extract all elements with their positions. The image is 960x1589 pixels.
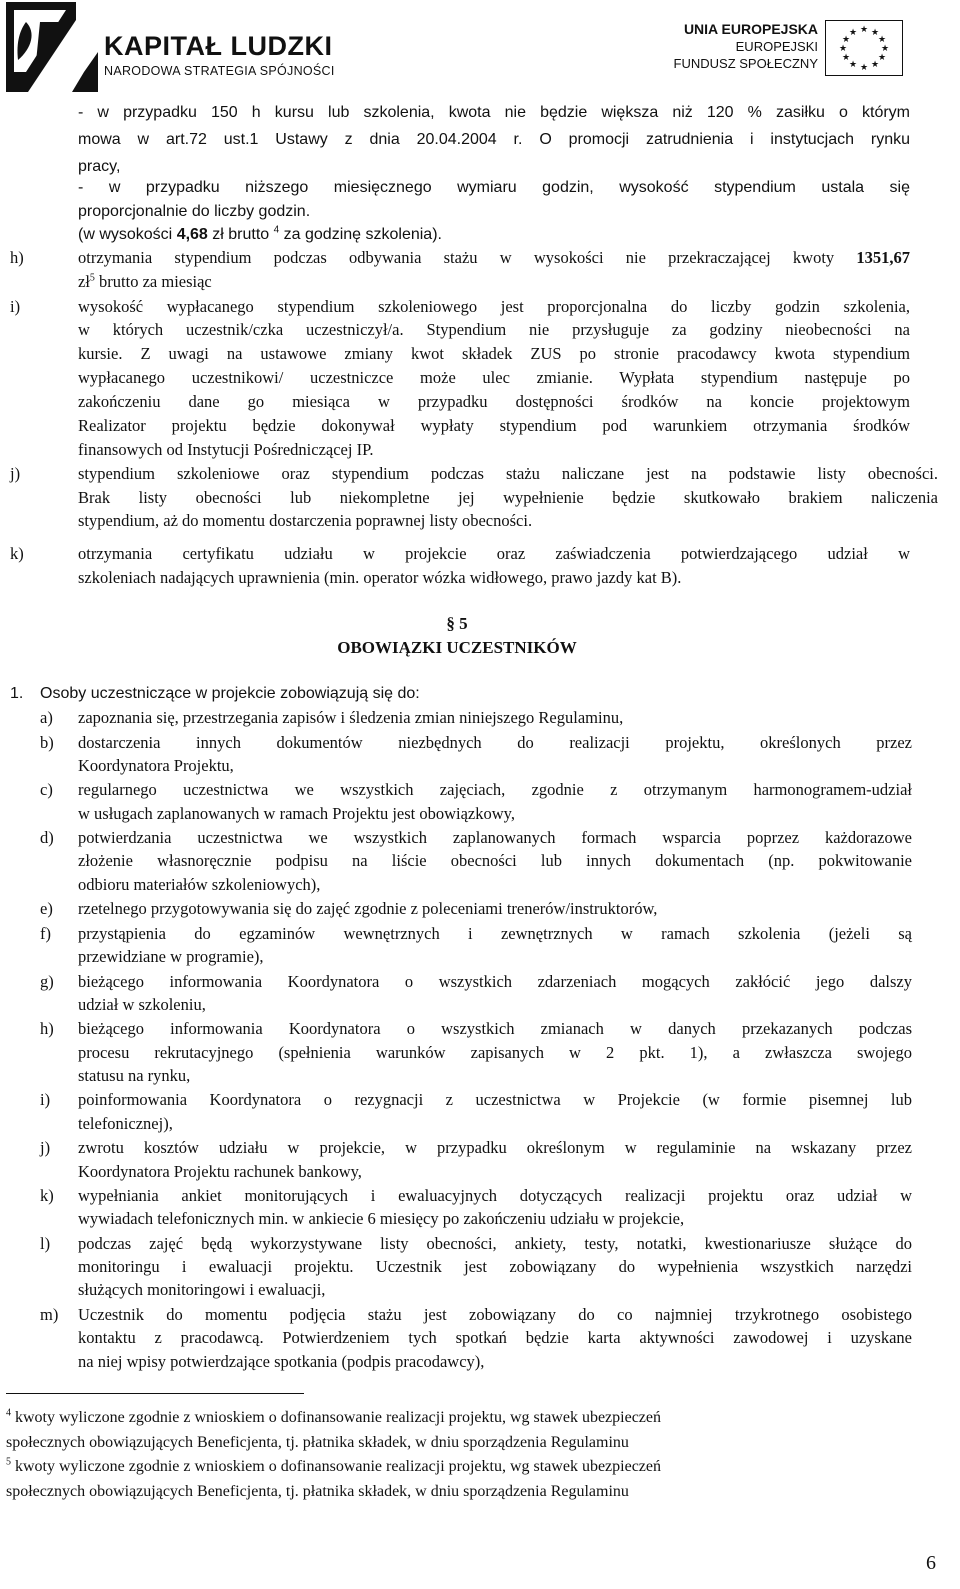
item-i-line: Realizator projektu będzie dokonywał wypłaty stypendium pod warunkiem otrzymania środków	[78, 416, 910, 435]
svg-text:★: ★	[841, 53, 851, 63]
duty-item-line: telefonicznej),	[78, 1113, 173, 1133]
item-j-line: stypendium, aż do momentu dostarczenia poprawnej listy obecności.	[78, 511, 533, 530]
duty-item-label: e)	[40, 899, 53, 919]
item-j-line: stypendium szkoleniowe oraz stypendium podczas stażu naliczane jest na podstawie listy obecności.	[78, 464, 938, 483]
svg-text:★: ★	[859, 63, 869, 73]
duty-item-label: c)	[40, 780, 53, 800]
item-i-line: finansowych od Instytucji Pośredniczącej IP.	[78, 440, 374, 459]
duty-item-label: g)	[40, 971, 54, 991]
top-line-3: pracy,	[78, 158, 121, 175]
item-i-label: i)	[10, 297, 21, 316]
duty-item-line: statusu na rynku,	[78, 1065, 191, 1085]
duty-item-line: regularnego uczestnictwa we wszystkich zajęciach, zgodnie z otrzymanym harmonogramem-udział	[78, 780, 912, 800]
duty-item-line: bieżącego informowania Koordynatora o wszystkich zmianach w danych przekazanych podczas	[78, 1019, 912, 1039]
duty-item-label: b)	[40, 732, 54, 752]
footnote-5-line-1	[6, 1456, 661, 1478]
footnote-4-text: kwoty wyliczone zgodnie z wnioskiem o dofinansowanie realizacji projektu, wg stawek ubezpieczeń	[11, 1409, 661, 1426]
duty-item-line: zapoznania się, przestrzegania zapisów i śledzenia zmian niniejszego Regulaminu,	[78, 708, 624, 727]
top-line-2: mowa w art.72 ust.1 Ustawy z dnia 20.04.2004 r. O promocji zatrudnienia i instytucjach rynku	[78, 131, 910, 148]
svg-text:★: ★	[848, 28, 858, 38]
duty-item-line: kontaktu z pracodawcą. Potwierdzeniem tych spotkań będzie karta aktywności zawodowej i uzyskane	[78, 1328, 912, 1348]
duty-item-line: monitoringu i ewaluacji projektu. Uczestnik jest zobowiązany do wypełnienia wszystkich narzędzi	[78, 1257, 912, 1277]
duty-item-label: h)	[40, 1019, 54, 1039]
item-k-label: k)	[10, 544, 24, 563]
monthly-amount: 1351,67	[856, 248, 910, 267]
item-h-text: otrzymania stypendium podczas odbywania stażu w wysokości nie przekraczającej kwoty	[78, 248, 857, 267]
duty-item-label: m)	[40, 1304, 59, 1324]
duty-item-label: d)	[40, 828, 54, 848]
svg-text:★: ★	[880, 44, 890, 54]
duty-item-line: Koordynatora Projektu rachunek bankowy,	[78, 1161, 362, 1181]
footnote-ref-4: 4	[273, 224, 280, 236]
hourly-rate: 4,68	[176, 226, 208, 243]
svg-text:★: ★	[877, 53, 887, 63]
duty-item-line: zwrotu kosztów udziału w projekcie, w przypadku określonym w regulaminie na wskazany przez	[78, 1138, 912, 1158]
top-line-6-d: za godzinę szkolenia).	[279, 226, 442, 243]
eu-line2: EUROPEJSKI	[735, 39, 818, 54]
duty-item-label: j)	[40, 1138, 51, 1158]
duties-intro: Osoby uczestniczące w projekcie zobowiązują się do:	[40, 685, 420, 702]
top-line-5: proporcjonalnie do liczby godzin.	[78, 203, 311, 220]
item-i-line: wypłacanego uczestnikowi/ uczestniczce może ulec zmianie. Wypłata stypendium następuje po	[78, 368, 910, 387]
duty-item-line: przystąpienia do egzaminów wewnętrznych i zewnętrznych w ramach szkolenia (jeżeli są	[78, 923, 912, 943]
duties-number: 1.	[10, 685, 24, 702]
top-line-1: - w przypadku 150 h kursu lub szkolenia, kwota nie będzie większa niż 120 % zasiłku o którym	[78, 104, 910, 121]
svg-text:★: ★	[870, 28, 880, 38]
footnote-5-line-2: społecznych obowiązujących Beneficjenta, tj. płatnika składek, w dniu sporządzenia Regulaminu	[6, 1483, 629, 1500]
page-number: 6	[926, 1552, 936, 1574]
duty-item-line: odbioru materiałów szkoleniowych),	[78, 874, 321, 894]
kapital-ludzki-subtitle: NARODOWA STRATEGIA SPÓJNOŚCI	[104, 64, 335, 78]
duty-item-line: dostarczenia innych dokumentów niezbędnych do realizacji projektu, określonych przez	[78, 732, 912, 752]
footnote-ref-5: 5	[89, 272, 95, 284]
duty-item-line: na niej wpisy potwierdzające spotkania (podpis pracodawcy),	[78, 1351, 485, 1371]
duty-item-line: wywiadach telefonicznych min. w ankiecie 6 miesięcy po zakończeniu udziału w projekcie,	[78, 1209, 685, 1229]
footnote-4-line-2: społecznych obowiązujących Beneficjenta, tj. płatnika składek, w dniu sporządzenia Regulaminu	[6, 1434, 629, 1451]
svg-text:★: ★	[870, 60, 880, 70]
footnote-5-text: kwoty wyliczone zgodnie z wnioskiem o dofinansowanie realizacji projektu, wg stawek ubezpieczeń	[11, 1458, 661, 1475]
eu-flag-icon	[825, 20, 903, 76]
duty-item-label: l)	[40, 1233, 51, 1253]
footnote-4-number: 4	[6, 1407, 11, 1419]
duty-item-line: potwierdzania uczestnictwa we wszystkich zaplanowanych formach wsparcia poprzez każdorazowe	[78, 828, 912, 848]
top-line-6	[78, 224, 442, 246]
duty-item-line: Uczestnik do momentu podjęcia stażu jest zobowiązany do co najmniej trzykrotnego osobistego	[78, 1304, 912, 1324]
item-h-line-2	[78, 271, 212, 293]
duty-item-line: rzetelnego przygotowywania się do zajęć zgodnie z poleceniami trenerów/instruktorów,	[78, 899, 658, 919]
eu-line3: FUNDUSZ SPOŁECZNY	[673, 56, 818, 71]
item-h-suffix: brutto za miesiąc	[94, 272, 212, 291]
duty-item-line: przewidziane w programie),	[78, 947, 264, 966]
item-i-line: zakończeniu dane go miesiąca w przypadku dostępności środków na koncie projektowym	[78, 392, 910, 411]
top-line-6-c: zł brutto	[207, 226, 274, 243]
eu-title: UNIA EUROPEJSKA	[683, 21, 818, 37]
item-i-line: wysokość wypłacanego stypendium szkoleniowego jest proporcjonalna do liczby godzin szkolenia,	[78, 297, 910, 316]
duty-item-line: Koordynatora Projektu,	[78, 755, 234, 775]
section-title: OBOWIĄZKI UCZESTNIKÓW	[337, 638, 577, 657]
kapital-ludzki-emblem-icon	[6, 2, 98, 92]
duty-item-line: udział w szkoleniu,	[78, 994, 206, 1014]
svg-text:★: ★	[838, 44, 848, 54]
item-k-line: szkoleniach nadających uprawnienia (min. operator wózka widłowego, prawo jazdy kat B).	[78, 568, 682, 587]
item-j-label: j)	[10, 464, 21, 483]
duty-item-label: k)	[40, 1186, 54, 1205]
item-i-line: kursie. Z uwagi na ustawowe zmiany kwot składek ZUS po stronie pracodawcy kwota stypendium	[78, 344, 910, 363]
kapital-ludzki-logo	[6, 2, 336, 92]
footnote-separator	[6, 1393, 304, 1394]
duty-item-line: poinformowania Koordynatora o rezygnacji z uczestnictwa w Projekcie (w formie pisemnej lub	[78, 1090, 912, 1110]
svg-text:★: ★	[841, 35, 851, 45]
item-k-line: otrzymania certyfikatu udziału w projekcie oraz zaświadczenia potwierdzającego udział w	[78, 544, 910, 563]
duty-item-label: a)	[40, 708, 53, 727]
duty-item-line: procesu rekrutacyjnego (spełnienia warunków zapisanych w 2 pkt. 1), a zwłaszcza swojego	[78, 1042, 912, 1062]
top-line-4: - w przypadku niższego miesięcznego wymiaru godzin, wysokość stypendium ustala się	[78, 179, 910, 196]
duty-item-label: f)	[40, 923, 51, 943]
footnote-5-number: 5	[6, 1456, 11, 1468]
duty-item-line: złożenie własnoręcznie podpisu na liście obecności lub innych dokumentach (np. pokwitowanie	[78, 851, 912, 871]
duty-item-line: podczas zajęć będą wykorzystywane listy obecności, ankiety, testy, notatki, kwestionariusze służące do	[78, 1233, 912, 1253]
top-line-6-a: (w wysokości	[78, 226, 177, 243]
section-number: § 5	[446, 614, 468, 633]
svg-text:★: ★	[859, 25, 869, 35]
item-h-line-1	[78, 247, 910, 269]
duty-item-line: bieżącego informowania Koordynatora o wszystkich zdarzeniach mogących zakłócić jego dalszy	[78, 971, 912, 991]
duty-item-line: służących monitoringowi i ewaluacji,	[78, 1280, 326, 1300]
item-h-label: h)	[10, 248, 24, 267]
footnote-4-line-1	[6, 1407, 661, 1429]
svg-text:★: ★	[848, 60, 858, 70]
item-i-line: w których uczestnik/czka uczestniczył/a. Stypendium nie przysługuje za godziny nieobecności na	[78, 320, 910, 339]
kapital-ludzki-title: KAPITAŁ LUDZKI	[104, 31, 333, 61]
duty-item-line: w usługach zaplanowanych w ramach Projektu jest obowiązkowy,	[78, 803, 515, 823]
duty-item-line: wypełniania ankiet monitorujących i ewaluacyjnych dotyczących realizacji projektu oraz udział w	[78, 1186, 912, 1205]
item-h-currency: zł	[78, 272, 90, 291]
duty-item-label: i)	[40, 1090, 51, 1110]
item-j-line: Brak listy obecności lub niekompletne jej wypełnienie będzie skutkowało brakiem naliczenia	[78, 488, 938, 507]
eu-logo	[650, 20, 950, 90]
svg-text:★: ★	[877, 35, 887, 45]
